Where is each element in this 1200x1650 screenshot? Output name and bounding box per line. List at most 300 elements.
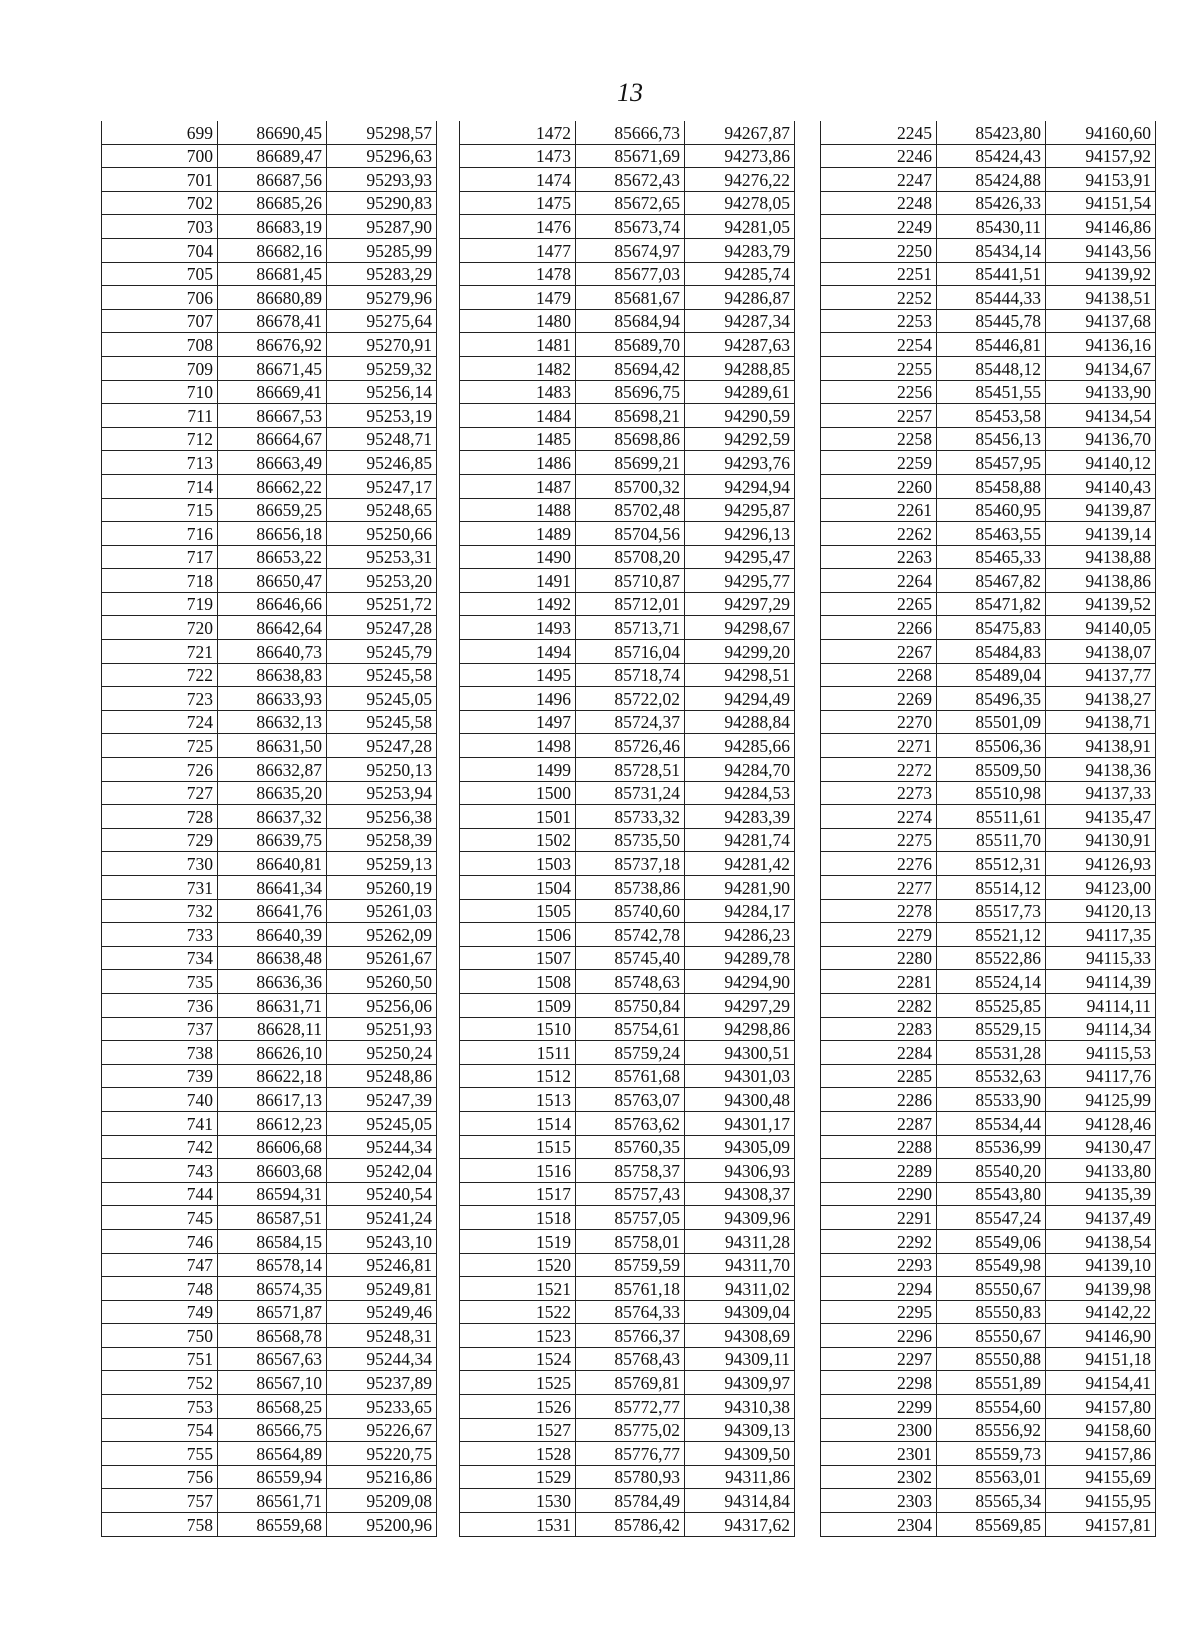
point-number-cell: 1516 <box>460 1159 576 1183</box>
table-row <box>821 215 1156 239</box>
table-row <box>460 616 795 640</box>
x-coordinate-cell: 86667,53 <box>218 404 327 428</box>
y-coordinate-cell: 94298,67 <box>685 616 795 640</box>
x-coordinate-cell: 85702,48 <box>576 498 685 522</box>
point-number-cell: 1474 <box>460 168 576 192</box>
table-row <box>460 687 795 711</box>
y-coordinate-cell: 94125,99 <box>1046 1088 1156 1112</box>
table-row <box>102 168 437 192</box>
y-coordinate-cell: 94298,86 <box>685 1017 795 1041</box>
point-number-cell: 2287 <box>821 1111 937 1135</box>
point-number-cell: 1488 <box>460 498 576 522</box>
y-coordinate-cell: 94300,51 <box>685 1041 795 1065</box>
y-coordinate-cell: 94115,53 <box>1046 1041 1156 1065</box>
y-coordinate-cell: 95250,24 <box>327 1041 437 1065</box>
x-coordinate-cell: 85766,37 <box>576 1324 685 1348</box>
table-row <box>821 309 1156 333</box>
x-coordinate-cell: 86683,19 <box>218 215 327 239</box>
point-number-cell: 2279 <box>821 923 937 947</box>
x-coordinate-cell: 85465,33 <box>937 545 1046 569</box>
y-coordinate-cell: 94139,52 <box>1046 592 1156 616</box>
x-coordinate-cell: 86559,68 <box>218 1513 327 1537</box>
x-coordinate-cell: 85728,51 <box>576 758 685 782</box>
y-coordinate-cell: 94294,94 <box>685 474 795 498</box>
x-coordinate-cell: 85672,43 <box>576 168 685 192</box>
table-row <box>460 1442 795 1466</box>
point-number-cell: 1502 <box>460 828 576 852</box>
y-coordinate-cell: 94137,68 <box>1046 309 1156 333</box>
point-number-cell: 1528 <box>460 1442 576 1466</box>
y-coordinate-cell: 94288,85 <box>685 356 795 380</box>
x-coordinate-cell: 85506,36 <box>937 734 1046 758</box>
x-coordinate-cell: 86662,22 <box>218 474 327 498</box>
y-coordinate-cell: 94287,63 <box>685 333 795 357</box>
point-number-cell: 1485 <box>460 427 576 451</box>
x-coordinate-cell: 85525,85 <box>937 993 1046 1017</box>
x-coordinate-cell: 86574,35 <box>218 1277 327 1301</box>
point-number-cell: 1503 <box>460 852 576 876</box>
point-number-cell: 739 <box>102 1064 218 1088</box>
point-number-cell: 2264 <box>821 569 937 593</box>
table-row <box>821 1253 1156 1277</box>
y-coordinate-cell: 94153,91 <box>1046 168 1156 192</box>
point-number-cell: 2245 <box>821 121 937 144</box>
table-row <box>102 262 437 286</box>
table-row <box>821 758 1156 782</box>
x-coordinate-cell: 85698,86 <box>576 427 685 451</box>
point-number-cell: 2270 <box>821 710 937 734</box>
point-number-cell: 753 <box>102 1395 218 1419</box>
y-coordinate-cell: 95256,38 <box>327 805 437 829</box>
table-row <box>821 1135 1156 1159</box>
table-row <box>460 781 795 805</box>
x-coordinate-cell: 86685,26 <box>218 191 327 215</box>
y-coordinate-cell: 94309,96 <box>685 1206 795 1230</box>
y-coordinate-cell: 94140,43 <box>1046 474 1156 498</box>
table-row <box>102 569 437 593</box>
table-row <box>102 687 437 711</box>
point-number-cell: 1506 <box>460 923 576 947</box>
table-row <box>821 1418 1156 1442</box>
x-coordinate-cell: 86632,87 <box>218 758 327 782</box>
y-coordinate-cell: 95220,75 <box>327 1442 437 1466</box>
y-coordinate-cell: 94139,92 <box>1046 262 1156 286</box>
x-coordinate-cell: 85467,82 <box>937 569 1046 593</box>
point-number-cell: 2268 <box>821 663 937 687</box>
point-number-cell: 1497 <box>460 710 576 734</box>
point-number-cell: 730 <box>102 852 218 876</box>
x-coordinate-cell: 86561,71 <box>218 1489 327 1513</box>
table-row <box>460 1418 795 1442</box>
coordinates-table-2 <box>459 121 795 1537</box>
point-number-cell: 1515 <box>460 1135 576 1159</box>
x-coordinate-cell: 85489,04 <box>937 663 1046 687</box>
table-row <box>102 970 437 994</box>
x-coordinate-cell: 85550,83 <box>937 1300 1046 1324</box>
table-row <box>460 1513 795 1537</box>
x-coordinate-cell: 86681,45 <box>218 262 327 286</box>
table-row <box>102 828 437 852</box>
x-coordinate-cell: 85733,32 <box>576 805 685 829</box>
x-coordinate-cell: 85445,78 <box>937 309 1046 333</box>
table-row <box>102 1442 437 1466</box>
y-coordinate-cell: 94160,60 <box>1046 121 1156 144</box>
point-number-cell: 2263 <box>821 545 937 569</box>
table-row <box>102 474 437 498</box>
point-number-cell: 758 <box>102 1513 218 1537</box>
point-number-cell: 2294 <box>821 1277 937 1301</box>
y-coordinate-cell: 95248,71 <box>327 427 437 451</box>
x-coordinate-cell: 86568,25 <box>218 1395 327 1419</box>
x-coordinate-cell: 86633,93 <box>218 687 327 711</box>
x-coordinate-cell: 85681,67 <box>576 286 685 310</box>
y-coordinate-cell: 94146,90 <box>1046 1324 1156 1348</box>
point-number-cell: 706 <box>102 286 218 310</box>
table-row <box>821 545 1156 569</box>
point-number-cell: 2284 <box>821 1041 937 1065</box>
x-coordinate-cell: 85699,21 <box>576 451 685 475</box>
y-coordinate-cell: 95260,19 <box>327 876 437 900</box>
table-row <box>102 734 437 758</box>
point-number-cell: 2273 <box>821 781 937 805</box>
point-number-cell: 1517 <box>460 1182 576 1206</box>
table-row <box>460 1489 795 1513</box>
x-coordinate-cell: 86566,75 <box>218 1418 327 1442</box>
point-number-cell: 1495 <box>460 663 576 687</box>
table-row <box>821 852 1156 876</box>
x-coordinate-cell: 86664,67 <box>218 427 327 451</box>
point-number-cell: 1494 <box>460 640 576 664</box>
table-row <box>102 781 437 805</box>
y-coordinate-cell: 94311,86 <box>685 1465 795 1489</box>
x-coordinate-cell: 86631,71 <box>218 993 327 1017</box>
table-row <box>821 333 1156 357</box>
x-coordinate-cell: 85704,56 <box>576 522 685 546</box>
table-row <box>821 286 1156 310</box>
x-coordinate-cell: 85424,43 <box>937 144 1046 168</box>
y-coordinate-cell: 95243,10 <box>327 1229 437 1253</box>
table-row <box>460 805 795 829</box>
point-number-cell: 731 <box>102 876 218 900</box>
y-coordinate-cell: 94276,22 <box>685 168 795 192</box>
table-row <box>460 1088 795 1112</box>
x-coordinate-cell: 85514,12 <box>937 876 1046 900</box>
y-coordinate-cell: 94285,74 <box>685 262 795 286</box>
y-coordinate-cell: 94154,41 <box>1046 1371 1156 1395</box>
point-number-cell: 727 <box>102 781 218 805</box>
x-coordinate-cell: 85424,88 <box>937 168 1046 192</box>
table-row <box>821 1159 1156 1183</box>
y-coordinate-cell: 94139,87 <box>1046 498 1156 522</box>
x-coordinate-cell: 86594,31 <box>218 1182 327 1206</box>
point-number-cell: 751 <box>102 1347 218 1371</box>
x-coordinate-cell: 85758,01 <box>576 1229 685 1253</box>
table-row <box>460 1277 795 1301</box>
table-row <box>821 144 1156 168</box>
y-coordinate-cell: 94298,51 <box>685 663 795 687</box>
y-coordinate-cell: 95261,67 <box>327 946 437 970</box>
x-coordinate-cell: 86639,75 <box>218 828 327 852</box>
x-coordinate-cell: 85448,12 <box>937 356 1046 380</box>
x-coordinate-cell: 85684,94 <box>576 309 685 333</box>
point-number-cell: 717 <box>102 545 218 569</box>
x-coordinate-cell: 85742,78 <box>576 923 685 947</box>
y-coordinate-cell: 95250,66 <box>327 522 437 546</box>
point-number-cell: 729 <box>102 828 218 852</box>
point-number-cell: 741 <box>102 1111 218 1135</box>
point-number-cell: 1521 <box>460 1277 576 1301</box>
y-coordinate-cell: 94308,37 <box>685 1182 795 1206</box>
y-coordinate-cell: 94142,22 <box>1046 1300 1156 1324</box>
point-number-cell: 2258 <box>821 427 937 451</box>
table-row <box>460 1041 795 1065</box>
y-coordinate-cell: 94284,70 <box>685 758 795 782</box>
x-coordinate-cell: 85451,55 <box>937 380 1046 404</box>
table-row <box>460 380 795 404</box>
table-row <box>460 1229 795 1253</box>
point-number-cell: 1498 <box>460 734 576 758</box>
table-row <box>460 1064 795 1088</box>
table-row <box>102 1111 437 1135</box>
point-number-cell: 2265 <box>821 592 937 616</box>
y-coordinate-cell: 95216,86 <box>327 1465 437 1489</box>
y-coordinate-cell: 95261,03 <box>327 899 437 923</box>
point-number-cell: 719 <box>102 592 218 616</box>
y-coordinate-cell: 95209,08 <box>327 1489 437 1513</box>
x-coordinate-cell: 85426,33 <box>937 191 1046 215</box>
table-row <box>460 191 795 215</box>
point-number-cell: 740 <box>102 1088 218 1112</box>
y-coordinate-cell: 94134,67 <box>1046 356 1156 380</box>
table-row <box>821 1017 1156 1041</box>
y-coordinate-cell: 95290,83 <box>327 191 437 215</box>
point-number-cell: 1481 <box>460 333 576 357</box>
point-number-cell: 755 <box>102 1442 218 1466</box>
x-coordinate-cell: 85543,80 <box>937 1182 1046 1206</box>
x-coordinate-cell: 86578,14 <box>218 1253 327 1277</box>
x-coordinate-cell: 86680,89 <box>218 286 327 310</box>
point-number-cell: 2293 <box>821 1253 937 1277</box>
x-coordinate-cell: 85760,35 <box>576 1135 685 1159</box>
table-row <box>821 451 1156 475</box>
point-number-cell: 734 <box>102 946 218 970</box>
y-coordinate-cell: 94283,79 <box>685 238 795 262</box>
y-coordinate-cell: 94297,29 <box>685 592 795 616</box>
y-coordinate-cell: 94309,11 <box>685 1347 795 1371</box>
x-coordinate-cell: 86632,13 <box>218 710 327 734</box>
x-coordinate-cell: 85444,33 <box>937 286 1046 310</box>
y-coordinate-cell: 95253,94 <box>327 781 437 805</box>
y-coordinate-cell: 94289,78 <box>685 946 795 970</box>
y-coordinate-cell: 94267,87 <box>685 121 795 144</box>
y-coordinate-cell: 95283,29 <box>327 262 437 286</box>
table-row <box>460 1324 795 1348</box>
point-number-cell: 1527 <box>460 1418 576 1442</box>
point-number-cell: 1519 <box>460 1229 576 1253</box>
y-coordinate-cell: 94146,86 <box>1046 215 1156 239</box>
point-number-cell: 2271 <box>821 734 937 758</box>
y-coordinate-cell: 95256,14 <box>327 380 437 404</box>
x-coordinate-cell: 85716,04 <box>576 640 685 664</box>
table-row <box>821 238 1156 262</box>
point-number-cell: 733 <box>102 923 218 947</box>
x-coordinate-cell: 86626,10 <box>218 1041 327 1065</box>
y-coordinate-cell: 94311,02 <box>685 1277 795 1301</box>
table-row <box>102 852 437 876</box>
x-coordinate-cell: 86678,41 <box>218 309 327 333</box>
x-coordinate-cell: 85757,43 <box>576 1182 685 1206</box>
point-number-cell: 1476 <box>460 215 576 239</box>
x-coordinate-cell: 85757,05 <box>576 1206 685 1230</box>
point-number-cell: 1478 <box>460 262 576 286</box>
y-coordinate-cell: 95250,13 <box>327 758 437 782</box>
point-number-cell: 705 <box>102 262 218 286</box>
x-coordinate-cell: 85764,33 <box>576 1300 685 1324</box>
table-row <box>821 569 1156 593</box>
point-number-cell: 2286 <box>821 1088 937 1112</box>
y-coordinate-cell: 95245,58 <box>327 663 437 687</box>
point-number-cell: 718 <box>102 569 218 593</box>
y-coordinate-cell: 94293,76 <box>685 451 795 475</box>
point-number-cell: 750 <box>102 1324 218 1348</box>
table-row <box>460 1017 795 1041</box>
y-coordinate-cell: 95247,39 <box>327 1088 437 1112</box>
point-number-cell: 746 <box>102 1229 218 1253</box>
x-coordinate-cell: 86568,78 <box>218 1324 327 1348</box>
point-number-cell: 745 <box>102 1206 218 1230</box>
point-number-cell: 2257 <box>821 404 937 428</box>
x-coordinate-cell: 85536,99 <box>937 1135 1046 1159</box>
table-row <box>821 1324 1156 1348</box>
x-coordinate-cell: 85735,50 <box>576 828 685 852</box>
point-number-cell: 754 <box>102 1418 218 1442</box>
x-coordinate-cell: 85430,11 <box>937 215 1046 239</box>
point-number-cell: 1511 <box>460 1041 576 1065</box>
point-number-cell: 1486 <box>460 451 576 475</box>
point-number-cell: 1500 <box>460 781 576 805</box>
x-coordinate-cell: 85556,92 <box>937 1418 1046 1442</box>
point-number-cell: 2256 <box>821 380 937 404</box>
point-number-cell: 1493 <box>460 616 576 640</box>
point-number-cell: 709 <box>102 356 218 380</box>
point-number-cell: 715 <box>102 498 218 522</box>
x-coordinate-cell: 85724,37 <box>576 710 685 734</box>
table-row <box>821 592 1156 616</box>
y-coordinate-cell: 95253,20 <box>327 569 437 593</box>
point-number-cell: 736 <box>102 993 218 1017</box>
x-coordinate-cell: 85547,24 <box>937 1206 1046 1230</box>
table-row <box>102 1135 437 1159</box>
x-coordinate-cell: 85511,70 <box>937 828 1046 852</box>
point-number-cell: 1507 <box>460 946 576 970</box>
point-number-cell: 1484 <box>460 404 576 428</box>
point-number-cell: 752 <box>102 1371 218 1395</box>
x-coordinate-cell: 85726,46 <box>576 734 685 758</box>
point-number-cell: 1482 <box>460 356 576 380</box>
y-coordinate-cell: 95241,24 <box>327 1206 437 1230</box>
table-row <box>102 592 437 616</box>
table-row <box>102 238 437 262</box>
point-number-cell: 722 <box>102 663 218 687</box>
point-number-cell: 1522 <box>460 1300 576 1324</box>
coordinates-table-3 <box>820 121 1156 1537</box>
point-number-cell: 748 <box>102 1277 218 1301</box>
x-coordinate-cell: 85737,18 <box>576 852 685 876</box>
y-coordinate-cell: 94297,29 <box>685 993 795 1017</box>
y-coordinate-cell: 94138,91 <box>1046 734 1156 758</box>
point-number-cell: 2246 <box>821 144 937 168</box>
y-coordinate-cell: 95256,06 <box>327 993 437 1017</box>
y-coordinate-cell: 94138,07 <box>1046 640 1156 664</box>
coordinates-table-1 <box>101 121 437 1537</box>
table-row <box>102 1088 437 1112</box>
y-coordinate-cell: 94286,23 <box>685 923 795 947</box>
table-row <box>460 144 795 168</box>
x-coordinate-cell: 86682,16 <box>218 238 327 262</box>
point-number-cell: 2255 <box>821 356 937 380</box>
y-coordinate-cell: 94135,47 <box>1046 805 1156 829</box>
point-number-cell: 2299 <box>821 1395 937 1419</box>
x-coordinate-cell: 86584,15 <box>218 1229 327 1253</box>
table-row <box>821 380 1156 404</box>
point-number-cell: 720 <box>102 616 218 640</box>
x-coordinate-cell: 85549,06 <box>937 1229 1046 1253</box>
y-coordinate-cell: 95249,81 <box>327 1277 437 1301</box>
x-coordinate-cell: 85563,01 <box>937 1465 1046 1489</box>
y-coordinate-cell: 95285,99 <box>327 238 437 262</box>
point-number-cell: 710 <box>102 380 218 404</box>
x-coordinate-cell: 86646,66 <box>218 592 327 616</box>
point-number-cell: 1531 <box>460 1513 576 1537</box>
table-row <box>821 1347 1156 1371</box>
table-row <box>102 215 437 239</box>
y-coordinate-cell: 94137,77 <box>1046 663 1156 687</box>
table-row <box>102 946 437 970</box>
point-number-cell: 703 <box>102 215 218 239</box>
point-number-cell: 2276 <box>821 852 937 876</box>
y-coordinate-cell: 95245,58 <box>327 710 437 734</box>
y-coordinate-cell: 94136,70 <box>1046 427 1156 451</box>
table-row <box>821 1182 1156 1206</box>
y-coordinate-cell: 95248,31 <box>327 1324 437 1348</box>
y-coordinate-cell: 95245,05 <box>327 687 437 711</box>
x-coordinate-cell: 86635,20 <box>218 781 327 805</box>
table-row <box>102 427 437 451</box>
table-row <box>821 1489 1156 1513</box>
point-number-cell: 1513 <box>460 1088 576 1112</box>
y-coordinate-cell: 94273,86 <box>685 144 795 168</box>
table-row <box>102 380 437 404</box>
y-coordinate-cell: 95262,09 <box>327 923 437 947</box>
x-coordinate-cell: 85671,69 <box>576 144 685 168</box>
x-coordinate-cell: 85780,93 <box>576 1465 685 1489</box>
table-row <box>460 1371 795 1395</box>
table-row <box>821 734 1156 758</box>
y-coordinate-cell: 95249,46 <box>327 1300 437 1324</box>
point-number-cell: 2285 <box>821 1064 937 1088</box>
y-coordinate-cell: 94138,86 <box>1046 569 1156 593</box>
y-coordinate-cell: 95296,63 <box>327 144 437 168</box>
x-coordinate-cell: 85759,24 <box>576 1041 685 1065</box>
table-row <box>821 1395 1156 1419</box>
table-row <box>821 946 1156 970</box>
y-coordinate-cell: 94138,88 <box>1046 545 1156 569</box>
point-number-cell: 725 <box>102 734 218 758</box>
point-number-cell: 726 <box>102 758 218 782</box>
table-row <box>102 1041 437 1065</box>
point-number-cell: 2303 <box>821 1489 937 1513</box>
x-coordinate-cell: 85533,90 <box>937 1088 1046 1112</box>
